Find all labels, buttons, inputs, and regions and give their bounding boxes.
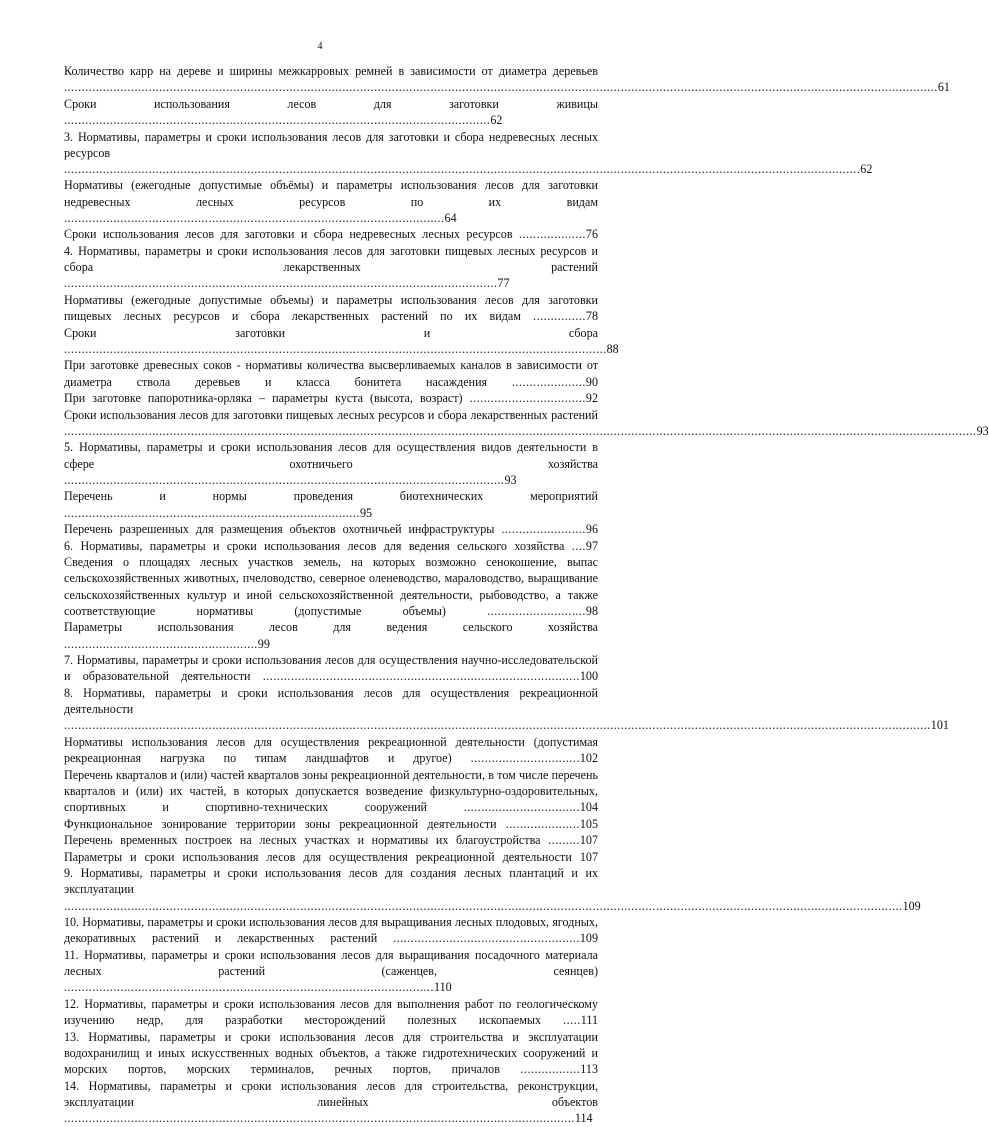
toc-entry-title: 13. Нормативы, параметры и сроки использования лесов для строительства и эксплуатации водохранилищ и иных искусственных водных объектов, а также гидротехнических сооружений и морских портов, морских терминалов, речных портов, причалов [64, 1029, 598, 1077]
toc-entry-title: 8. Нормативы, параметры и сроки использования лесов для осуществления рекреационной деятельности [64, 685, 598, 717]
toc-entry-page-number: 107 [579, 849, 598, 864]
toc-entry-title: 3. Нормативы, параметры и сроки использования лесов для заготовки и сбора недревесных лесных ресурсов [64, 129, 598, 160]
toc-entry-leader: ....................................................... [64, 636, 258, 651]
toc-entry[interactable] [64, 439, 598, 488]
toc-entry[interactable] [64, 1078, 598, 1127]
toc-entry-title: Параметры использования лесов для ведения сельского хозяйства [64, 620, 598, 635]
toc-entry-leader: .......................................................................................... [262, 669, 580, 684]
toc-entry-leader: ............................ [487, 603, 586, 618]
toc-entry-title: 6. Нормативы, параметры и сроки использования лесов для ведения сельского хозяйства [64, 538, 565, 553]
toc-entry-leader: ............................................................................................................ [64, 210, 445, 225]
toc-entry-leader: .............................................................................................................................................................................................................................................. [64, 898, 903, 913]
toc-entry[interactable] [64, 390, 598, 406]
toc-entry[interactable] [64, 685, 949, 734]
toc-entry-page-number: 113 [580, 1062, 598, 1077]
toc-entry-title: 10. Нормативы, параметры и сроки использования лесов для выращивания лесных плодовых, ягодных, декоративных растений и лекарственных растений [64, 915, 598, 946]
toc-entry-leader: .................................................................................................................................................................................................................................. [64, 161, 861, 176]
toc-entry-leader: ......................................................................................................... [64, 980, 434, 995]
toc-entry-page-number: 110 [433, 980, 452, 995]
toc-entry-title: 12. Нормативы, параметры и сроки использования лесов для выполнения работ по геологическому изучению недр, для разработки месторождений полезных ископаемых [64, 996, 598, 1028]
toc-entry-leader: ..................... [511, 374, 586, 389]
toc-entry-title: 14. Нормативы, параметры и сроки использования лесов для строительства, реконструкции, эксплуатации линейных объектов [64, 1078, 598, 1109]
toc-entry[interactable] [64, 914, 598, 946]
toc-entry-page-number: 98 [585, 603, 598, 618]
toc-entry-leader: ............................... [470, 751, 580, 766]
toc-entry-leader: ................. [520, 1062, 581, 1077]
toc-entry-leader: ......... [548, 833, 580, 848]
toc-entry-title: Сроки использования лесов для заготовки живицы [64, 96, 598, 111]
toc-entry-title: При заготовке древесных соков - нормативы количества высверливаемых каналов в зависимости от диаметра ствола деревьев и класса бонитета насаждения [64, 358, 598, 389]
toc-entry-leader: ................................................................................................................................................. [64, 1110, 575, 1125]
toc-entry-leader: ..... [563, 1013, 581, 1028]
toc-entry-page-number: 111 [580, 1013, 598, 1028]
toc-entry[interactable] [64, 63, 950, 95]
toc-entry-page-number: 101 [930, 718, 949, 733]
toc-entry[interactable] [64, 357, 598, 389]
table-of-contents [64, 63, 989, 1127]
toc-entry-title: При заготовке папоротника-орляка – параметры куста (высота, возраст) [64, 391, 463, 406]
toc-entry-leader: ................................. [463, 800, 580, 815]
toc-entry-leader: ............... [533, 309, 586, 324]
toc-entry-page-number: 95 [359, 505, 373, 520]
toc-entry[interactable] [64, 292, 598, 324]
toc-entry-page-number: 107 [579, 833, 598, 848]
toc-entry[interactable] [64, 832, 598, 848]
toc-entry-title: Нормативы использования лесов для осуществления рекреационной деятельности (допустимая рекреационная нагрузка по типам ландшафтов и другое) [64, 734, 598, 766]
toc-entry[interactable] [64, 226, 598, 242]
toc-entry[interactable] [64, 652, 598, 684]
toc-entry-title: 5. Нормативы, параметры и сроки использования лесов для осуществления видов деятельности в сфере охотничьего хозяйства [64, 440, 598, 471]
toc-entry-page-number: 90 [585, 374, 598, 389]
toc-entry[interactable] [64, 521, 598, 537]
toc-entry[interactable] [64, 129, 873, 178]
toc-entry-page-number: 96 [585, 522, 598, 537]
toc-entry-leader: ..................................................... [393, 931, 580, 946]
toc-entry-leader: .......................................................................................................................................................... [64, 341, 607, 356]
toc-entry[interactable] [64, 947, 598, 996]
toc-entry-leader: .................................................................................... [64, 505, 360, 520]
toc-entry-leader: .... [571, 538, 586, 553]
toc-entry-title: 11. Нормативы, параметры и сроки использования лесов для выращивания посадочного материала лесных растений (саженцев, сеянцев) [64, 947, 598, 979]
toc-entry-title: Перечень и нормы проведения биотехнических мероприятий [64, 489, 598, 504]
toc-entry[interactable] [64, 849, 598, 865]
toc-entry-leader: ................................................................................................................................................................................................................................................................... [64, 423, 977, 438]
toc-entry-page-number: 78 [585, 309, 598, 324]
toc-entry-title: Параметры и сроки использования лесов для осуществления рекреационной деятельности [64, 849, 572, 864]
toc-entry[interactable] [64, 619, 598, 651]
toc-entry-title: Функциональное зонирование территории зоны рекреационной деятельности [64, 816, 497, 831]
toc-entry-leader: ......................................................................................................................... [64, 112, 491, 127]
toc-entry-page-number: 97 [585, 538, 598, 553]
toc-entry-leader: ........................ [501, 522, 586, 537]
toc-entry-leader: ..................... [505, 816, 580, 831]
toc-entry[interactable] [64, 996, 598, 1028]
toc-entry[interactable] [64, 177, 598, 226]
toc-entry-title: Перечень временных построек на лесных участках и нормативы их благоустройства [64, 833, 541, 848]
toc-entry-title: Сроки использования лесов для заготовки пищевых лесных ресурсов и сбора лекарственных растений [64, 407, 598, 422]
toc-entry-page-number: 77 [497, 276, 510, 291]
toc-entry-leader: ................... [518, 227, 586, 242]
toc-entry-title: Нормативы (ежегодные допустимые объемы) и параметры использования лесов для заготовки пищевых лесных ресурсов и сбора лекарственных растений по их видам [64, 292, 598, 324]
toc-entry[interactable] [64, 325, 619, 357]
toc-entry-page-number: 92 [585, 391, 598, 406]
toc-entry-page-number: 105 [579, 816, 599, 831]
toc-entry-title: Нормативы (ежегодные допустимые объёмы) и параметры использования лесов для заготовки недревесных лесных ресурсов по их видам [64, 178, 598, 209]
toc-entry[interactable] [64, 816, 598, 832]
toc-entry-page-number: 109 [902, 898, 921, 913]
toc-entry[interactable] [64, 243, 598, 292]
toc-entry-title: 7. Нормативы, параметры и сроки использования лесов для осуществления научно-исследовательской и образовательной деятельности [64, 653, 598, 684]
toc-entry[interactable] [64, 407, 989, 439]
toc-entry-page-number: 104 [579, 800, 598, 815]
toc-entry-page-number: 93 [504, 472, 517, 487]
toc-entry[interactable] [64, 865, 921, 914]
page-number: 4 [317, 41, 323, 52]
toc-entry-title: Количество карр на дереве и ширины межкарровых ремней в зависимости от диаметра деревьев [64, 64, 598, 78]
toc-entry-title: Перечень разрешенных для размещения объектов охотничьей инфраструктуры [64, 522, 495, 537]
toc-entry-leader: ................................. [469, 391, 586, 406]
toc-entry-page-number: 62 [490, 112, 503, 127]
toc-entry-title: Перечень кварталов и (или) частей кварталов зоны рекреационной деятельности, в том числе перечень кварталов и (или) их частей, в которых допускается возведение физкультурно-оздоровительных, спортивных и спортивно-технических сооружений [64, 767, 598, 815]
toc-entry[interactable] [64, 488, 598, 520]
toc-entry-page-number: 93 [976, 423, 989, 438]
toc-entry-title: Сроки заготовки и сбора [64, 325, 598, 340]
toc-entry-title: Сведения о площадях лесных участков земель, на которых возможно сенокошение, выпас сельскохозяйственных животных, пчеловодство, северное оленеводство, мараловодство, выращивание сельскохозяйственных культур и иной сельскохозяйственной деятельности, рыбоводство, а также соответствующие нормативы (допустимые объемы) [64, 555, 598, 618]
toc-entry-page-number: 102 [579, 751, 598, 766]
toc-entry[interactable] [64, 1029, 598, 1078]
toc-entry[interactable] [64, 538, 598, 554]
toc-entry[interactable] [64, 767, 598, 816]
toc-entry-leader: ............................................................................................................................. [64, 472, 505, 487]
toc-entry-leader: ........................................................................................................................................................................................................................................................ [64, 80, 938, 95]
toc-entry[interactable] [64, 554, 598, 619]
toc-entry-title: 9. Нормативы, параметры и сроки использования лесов для создания лесных плантаций и их эксплуатации [64, 866, 598, 897]
toc-entry-page-number: 100 [579, 669, 598, 684]
toc-entry-leader: ........................................................................................................................... [64, 276, 498, 291]
toc-entry-page-number: 114 [574, 1110, 593, 1125]
toc-entry-page-number: 61 [937, 80, 950, 95]
toc-entry-title: 4. Нормативы, параметры и сроки использования лесов для заготовки пищевых лесных ресурсов и сбора лекарственных растений [64, 243, 598, 275]
toc-entry-title: Сроки использования лесов для заготовки и сбора недревесных лесных ресурсов [64, 227, 513, 242]
toc-entry-page-number: 88 [606, 341, 619, 356]
toc-entry-page-number: 99 [257, 636, 270, 651]
toc-entry-page-number: 64 [444, 210, 457, 225]
toc-entry-page-number: 62 [860, 161, 873, 176]
toc-entry[interactable] [64, 96, 598, 128]
toc-entry-leader: ...................................................................................................................................................................................................................................................... [64, 718, 931, 733]
toc-entry[interactable] [64, 734, 598, 766]
toc-entry-page-number: 109 [579, 931, 598, 946]
toc-entry-page-number: 76 [585, 227, 598, 242]
